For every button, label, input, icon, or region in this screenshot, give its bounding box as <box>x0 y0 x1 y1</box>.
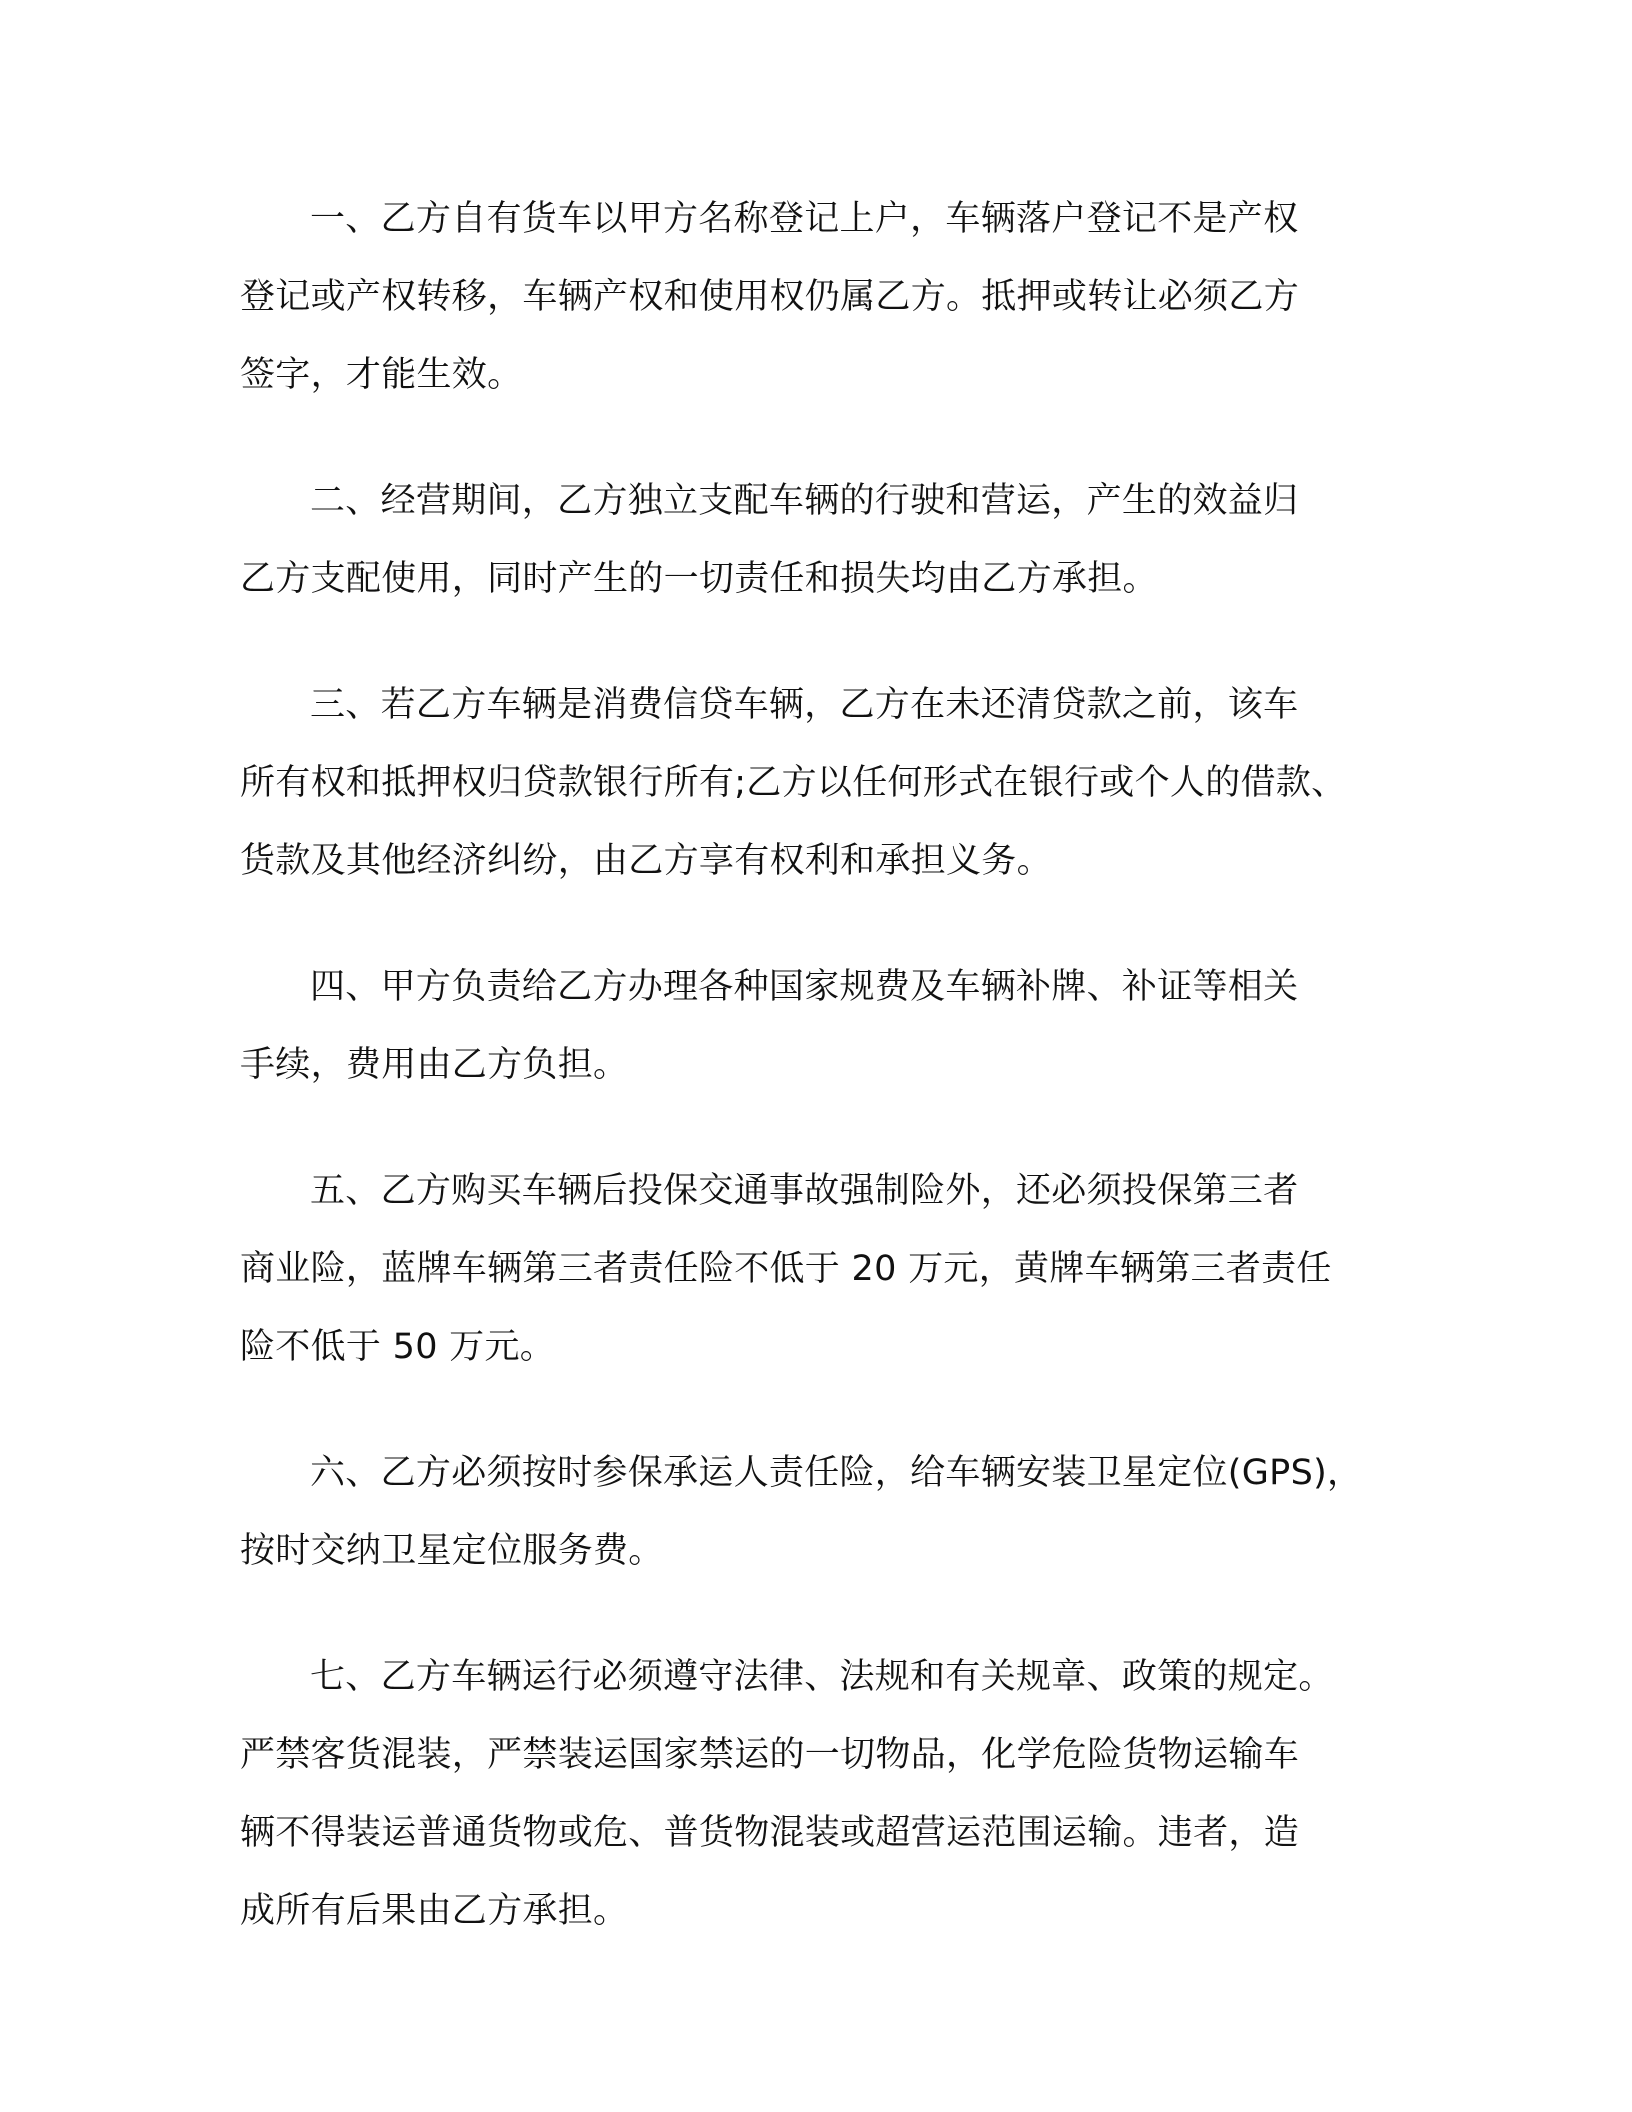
clause-1: 一、乙方自有货车以甲方名称登记上户，车辆落户登记不是产权 登记或产权转移，车辆产权和使用权仍属乙方。抵押或转让必须乙方 签字，才能生效。 <box>240 199 1300 395</box>
clause-7: 七、乙方车辆运行必须遵守法律、法规和有关规章、政策的规定。 严禁客货混装，严禁装运国家禁运的一切物品，化学危险货物运输车 辆不得装运普通货物或危、普货物混装或超营运范围运输。违者，造 成所有后果由乙方承担。 <box>240 1657 1334 1931</box>
document-body <box>240 180 1400 1998</box>
clause-4: 四、甲方负责给乙方办理各种国家规费及车辆补牌、补证等相关 手续，费用由乙方负担。 <box>240 967 1299 1085</box>
clause-3: 三、若乙方车辆是消费信贷车辆，乙方在未还清贷款之前，该车 所有权和抵押权归贷款银行所有;乙方以任何形式在银行或个人的借款、 货款及其他经济纠纷，由乙方享有权利和承担义务。 <box>240 685 1347 881</box>
clause-5: 五、乙方购买车辆后投保交通事故强制险外，还必须投保第三者 商业险，蓝牌车辆第三者责任险不低于 20 万元，黄牌车辆第三者责任 险不低于 50 万元。 <box>240 1171 1332 1367</box>
clause-6: 六、乙方必须按时参保承运人责任险，给车辆安装卫星定位(GPS)， 按时交纳卫星定位服务费。 <box>240 1453 1363 1571</box>
clause-2: 二、经营期间，乙方独立支配车辆的行驶和营运，产生的效益归 乙方支配使用，同时产生的一切责任和损失均由乙方承担。 <box>240 481 1299 599</box>
